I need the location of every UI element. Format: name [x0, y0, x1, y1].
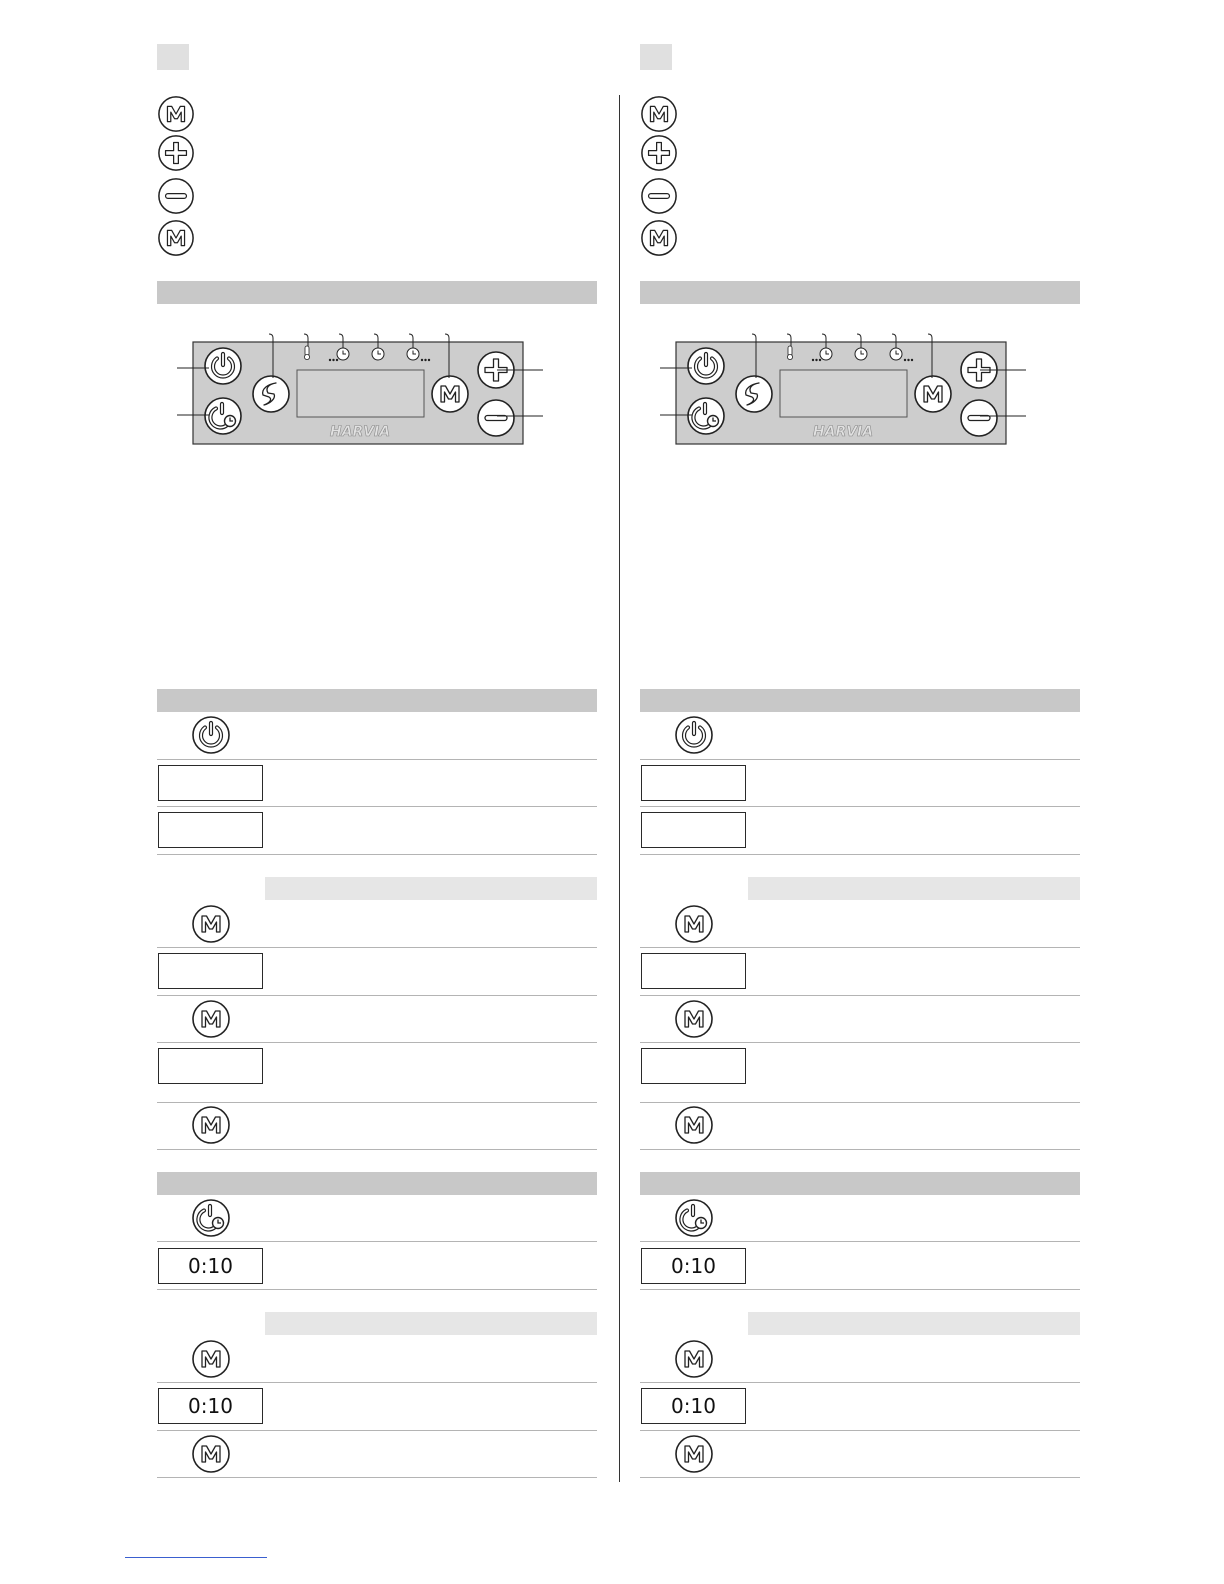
left-column: [157, 0, 597, 1500]
row-divider: [157, 1430, 597, 1431]
row-divider: [157, 1102, 597, 1103]
row-divider: [157, 995, 597, 996]
footnote-link-underline[interactable]: [125, 1557, 267, 1558]
subsection-header-bar: [265, 1312, 597, 1335]
row-divider: [157, 947, 597, 948]
display-box: 0:10: [158, 1388, 263, 1424]
plus-button-icon: [640, 134, 678, 172]
timer-power-button-icon: [191, 1198, 231, 1238]
m-button-icon: [191, 1105, 231, 1145]
m-button-icon: [640, 219, 678, 257]
display-box: [158, 953, 263, 989]
display-box: 0:10: [641, 1388, 746, 1424]
display-box: [158, 1048, 263, 1084]
m-button-icon: [640, 95, 678, 133]
row-divider: [640, 1042, 1080, 1043]
column-divider: [619, 95, 620, 1482]
row-divider: [157, 1149, 597, 1150]
row-divider: [640, 854, 1080, 855]
m-button-icon: [191, 1434, 231, 1474]
row-divider: [640, 1382, 1080, 1383]
section-header-bar: [640, 1172, 1080, 1195]
display-box: [641, 953, 746, 989]
minus-button-icon: [157, 177, 195, 215]
row-divider: [640, 1289, 1080, 1290]
power-button-icon: [191, 715, 231, 755]
m-button-icon: [674, 1105, 714, 1145]
row-divider: [157, 1042, 597, 1043]
subsection-header-bar: [748, 877, 1080, 900]
row-divider: [157, 1477, 597, 1478]
row-divider: [157, 759, 597, 760]
row-divider: [640, 806, 1080, 807]
row-divider: [157, 1382, 597, 1383]
m-button-icon: [674, 999, 714, 1039]
display-box: 0:10: [641, 1248, 746, 1284]
row-divider: [640, 1241, 1080, 1242]
control-panel-diagram: [640, 328, 1080, 458]
row-divider: [157, 1241, 597, 1242]
display-box: 0:10: [158, 1248, 263, 1284]
display-box: [158, 812, 263, 848]
section-number-chip: [640, 44, 672, 70]
display-box: [641, 765, 746, 801]
display-box: [641, 812, 746, 848]
power-button-icon: [674, 715, 714, 755]
row-divider: [157, 806, 597, 807]
display-box: [158, 765, 263, 801]
m-button-icon: [191, 904, 231, 944]
row-divider: [640, 1477, 1080, 1478]
plus-button-icon: [157, 134, 195, 172]
row-divider: [640, 1430, 1080, 1431]
row-divider: [640, 1149, 1080, 1150]
row-divider: [640, 947, 1080, 948]
subsection-header-bar: [748, 1312, 1080, 1335]
section-header-bar: [157, 1172, 597, 1195]
display-box: [641, 1048, 746, 1084]
m-button-icon: [674, 1339, 714, 1379]
row-divider: [157, 854, 597, 855]
section-header-bar: [157, 689, 597, 712]
row-divider: [640, 995, 1080, 996]
m-button-icon: [157, 95, 195, 133]
m-button-icon: [191, 999, 231, 1039]
subsection-header-bar: [265, 877, 597, 900]
right-column: [640, 0, 1080, 1500]
row-divider: [157, 1289, 597, 1290]
control-panel-diagram: [157, 328, 597, 458]
m-button-icon: [191, 1339, 231, 1379]
m-button-icon: [674, 1434, 714, 1474]
section-header-bar: [640, 689, 1080, 712]
section-number-chip: [157, 44, 189, 70]
timer-power-button-icon: [674, 1198, 714, 1238]
section-header-bar: [640, 281, 1080, 304]
minus-button-icon: [640, 177, 678, 215]
row-divider: [640, 1102, 1080, 1103]
m-button-icon: [674, 904, 714, 944]
section-header-bar: [157, 281, 597, 304]
m-button-icon: [157, 219, 195, 257]
row-divider: [640, 759, 1080, 760]
